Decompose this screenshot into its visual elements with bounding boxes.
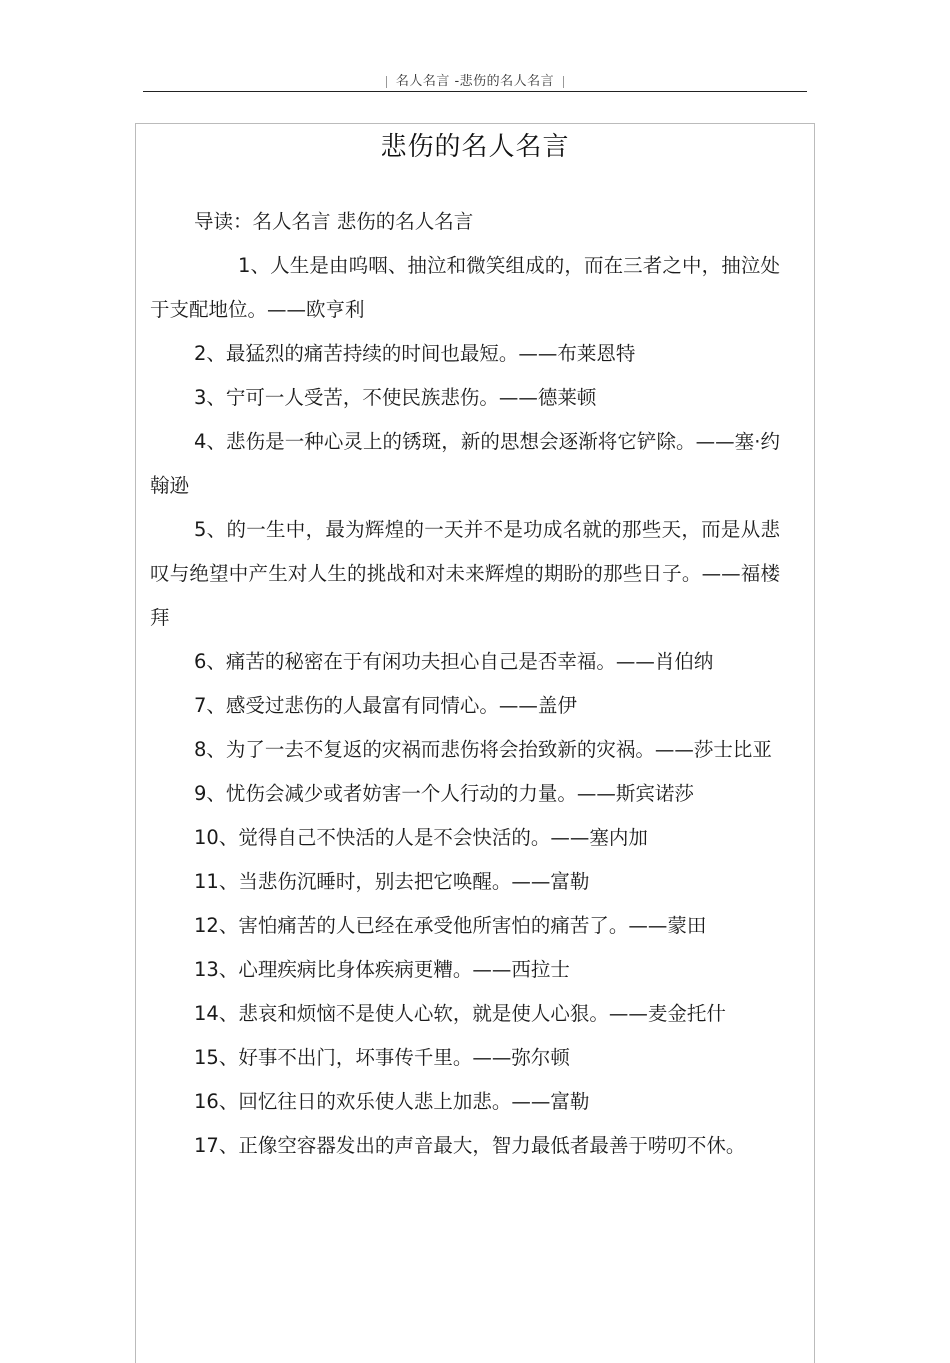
header-divider-right <box>563 76 564 88</box>
running-header <box>0 70 950 89</box>
quote-paragraph: 7、感受过悲伤的人最富有同情心。——盖伊 <box>194 694 577 717</box>
quote-paragraph: 5、的一生中，最为辉煌的一天并不是功成名就的那些天，而是从悲叹与绝望中产生对人生的挑战和对未来辉煌的期盼的那些日子。——福楼拜 <box>150 518 780 629</box>
quote-paragraph: 12、害怕痛苦的人已经在承受他所害怕的痛苦了。——蒙田 <box>194 914 707 937</box>
quote-paragraph: 16、回忆往日的欢乐使人悲上加悲。——富勒 <box>194 1090 590 1113</box>
quote-paragraph: 13、心理疾病比身体疾病更糟。——西拉士 <box>194 958 570 981</box>
quote-paragraph: 4、悲伤是一种心灵上的锈斑，新的思想会逐渐将它铲除。——塞·约翰逊 <box>150 430 780 497</box>
header-rule <box>143 91 807 92</box>
header-divider-left <box>386 76 387 88</box>
quote-paragraph: 11、当悲伤沉睡时，别去把它唤醒。——富勒 <box>194 870 590 893</box>
quote-paragraph: 14、悲哀和烦恼不是使人心软，就是使人心狠。——麦金托什 <box>194 1002 726 1025</box>
quote-paragraph: 2、最猛烈的痛苦持续的时间也最短。——布莱恩特 <box>194 342 636 365</box>
quote-paragraph: 10、觉得自己不快活的人是不会快活的。——塞内加 <box>194 826 648 849</box>
document-body <box>150 200 780 1168</box>
quote-paragraph: 15、好事不出门，坏事传千里。——弥尔顿 <box>194 1046 570 1069</box>
quote-paragraph: 3、宁可一人受苦，不使民族悲伤。——德莱顿 <box>194 386 597 409</box>
quote-paragraph: 1、人生是由呜咽、抽泣和微笑组成的，而在三者之中，抽泣处于支配地位。——欧亨利 <box>150 254 780 321</box>
quote-paragraph: 9、忧伤会减少或者妨害一个人行动的力量。——斯宾诺莎 <box>194 782 694 805</box>
quote-paragraph: 17、正像空容器发出的声音最大，智力最低者最善于唠叨不休。 <box>194 1134 746 1157</box>
intro-paragraph: 导读：名人名言 悲伤的名人名言 <box>194 210 474 233</box>
quote-paragraph: 6、痛苦的秘密在于有闲功夫担心自己是否幸福。——肖伯纳 <box>194 650 714 673</box>
quote-paragraph: 8、为了一去不复返的灾祸而悲伤将会抬致新的灾祸。——莎士比亚 <box>194 738 772 761</box>
running-header-text: 名人名言 -悲伤的名人名言 <box>395 74 555 89</box>
document-title: 悲伤的名人名言 <box>380 132 570 162</box>
